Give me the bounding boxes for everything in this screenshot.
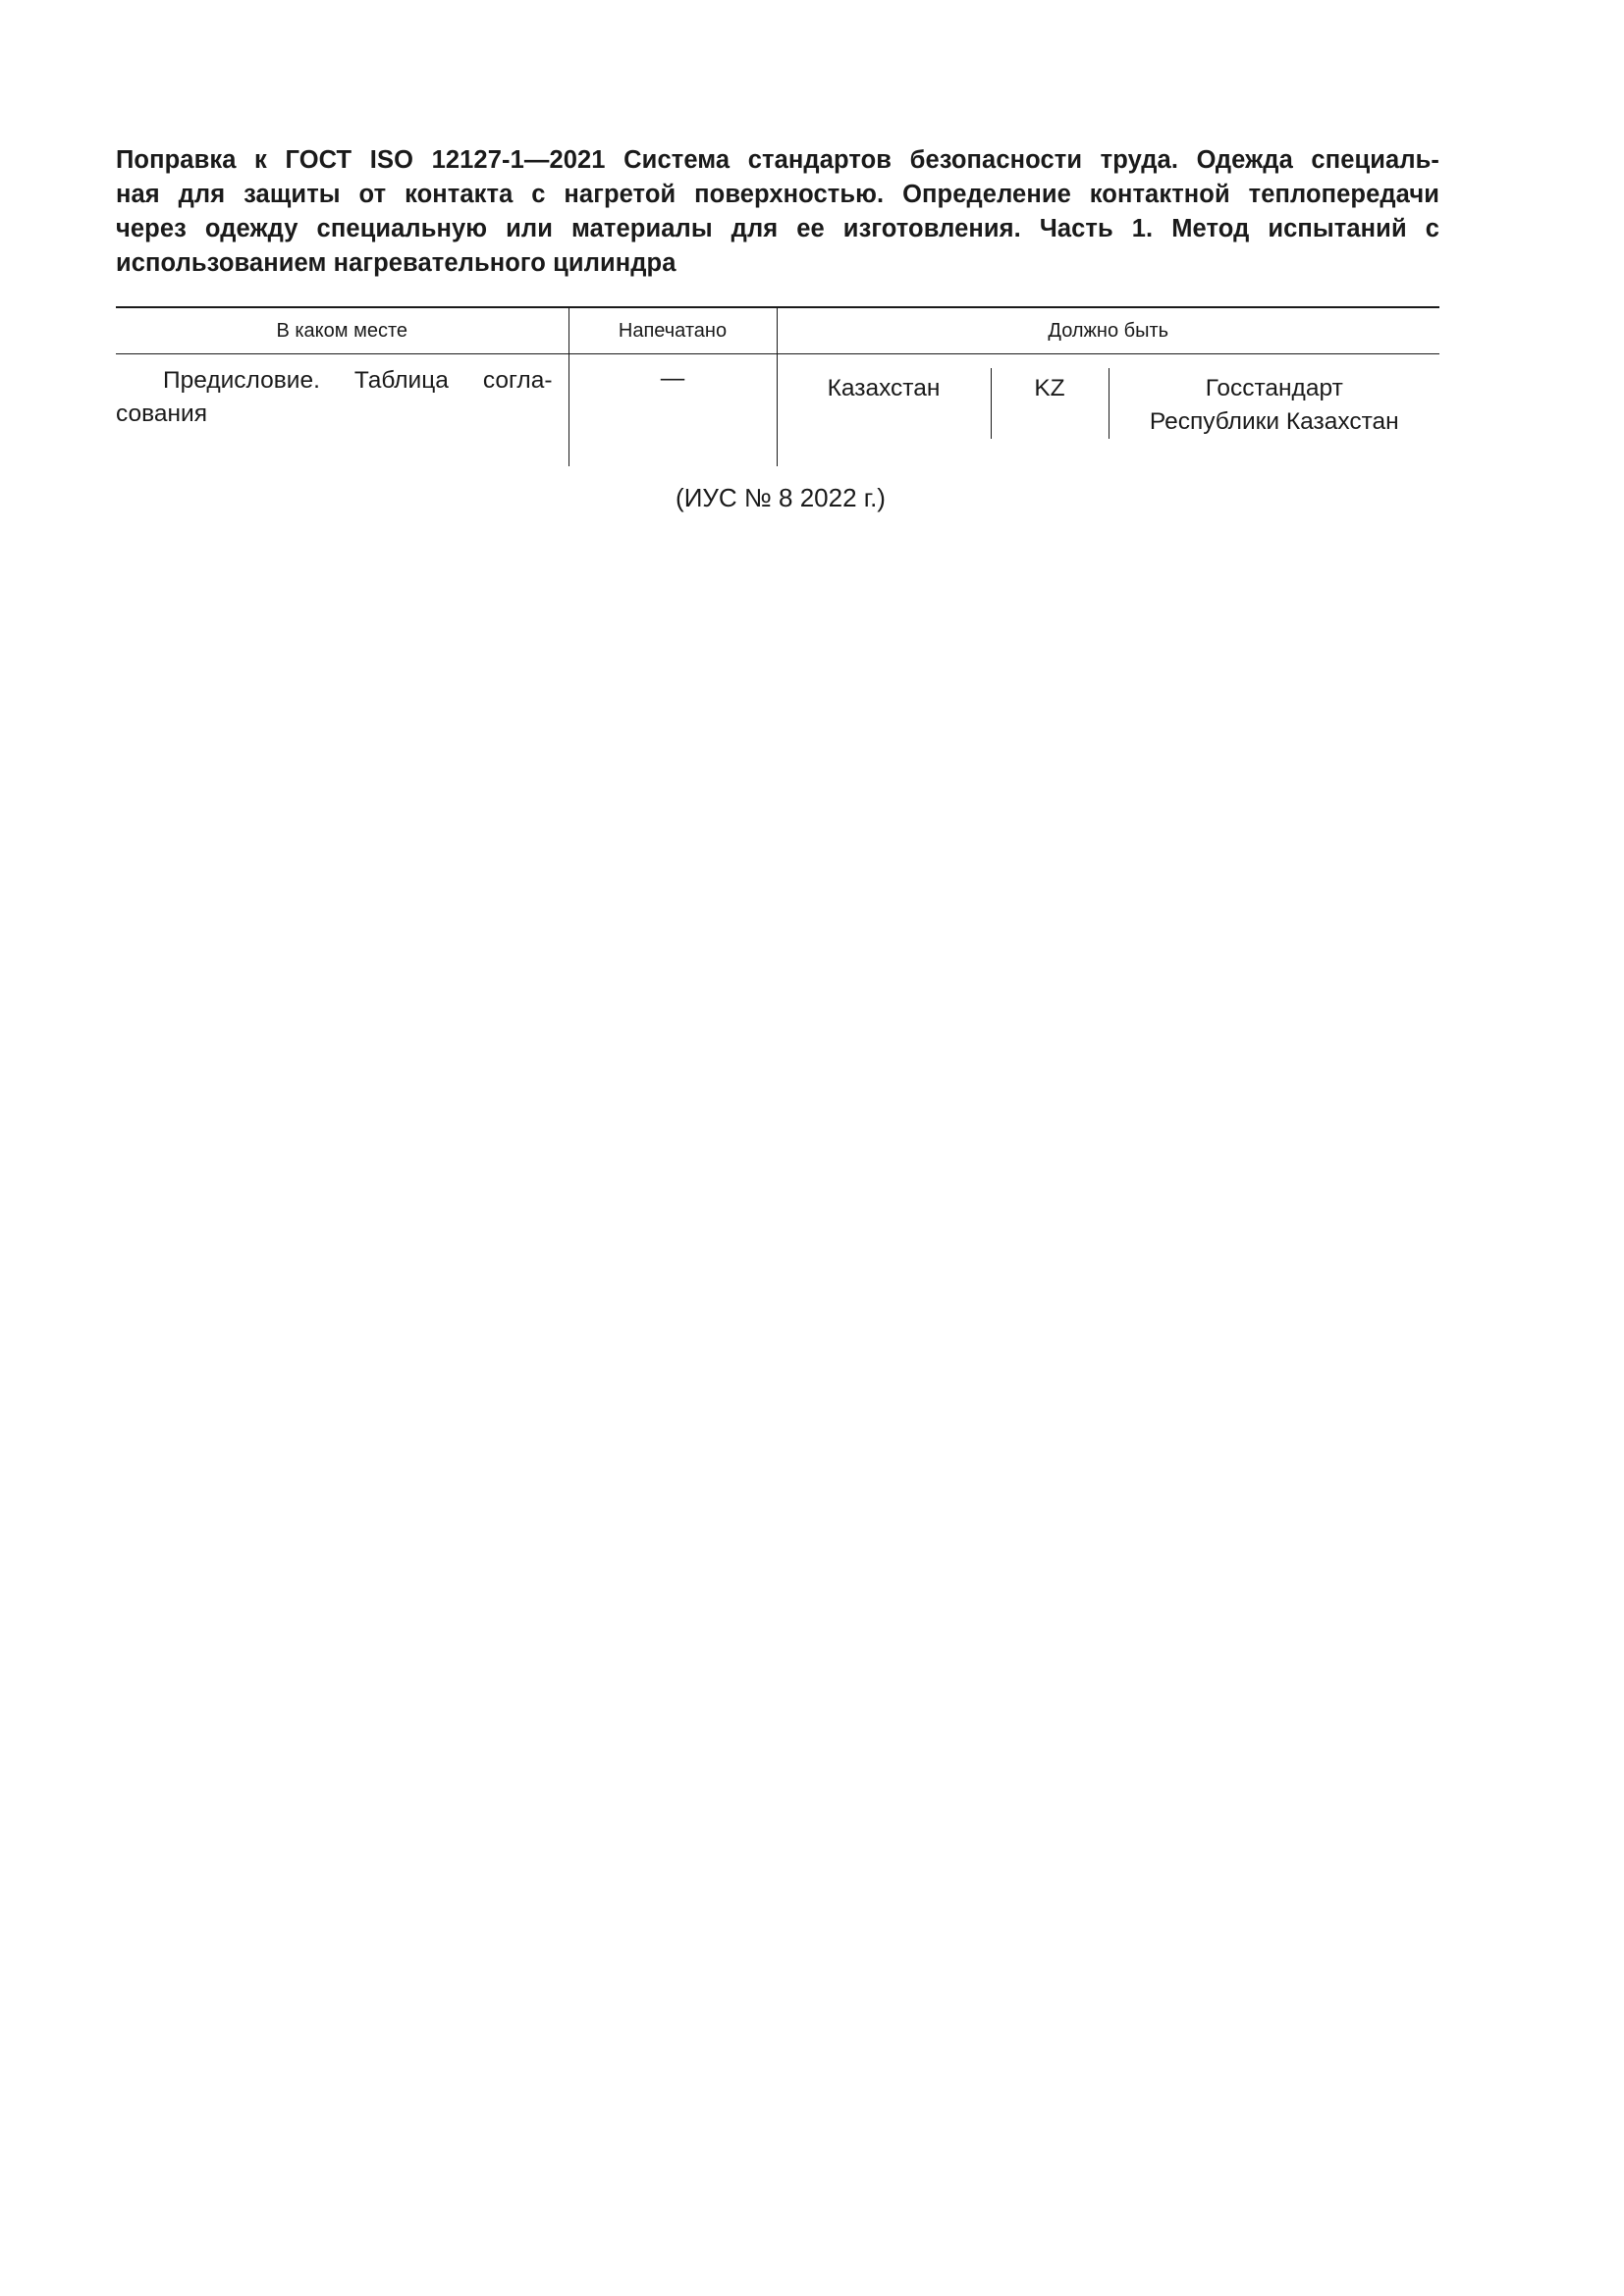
title-line: ная для защиты от контакта с нагретой поверхностью. Определение контактной теплопередачи [116, 181, 1439, 208]
cell-should-be [777, 354, 1439, 467]
header-should-be: Должно быть [777, 307, 1439, 354]
should-be-country: Казахстан [778, 368, 992, 439]
cell-printed: — [568, 354, 777, 467]
should-be-grid [778, 368, 1440, 439]
header-place: В каком месте [116, 307, 568, 354]
title-line: Поправка к ГОСТ ISO 12127-1—2021 Система стандартов безопасности труда. Одежда специаль- [116, 146, 1439, 174]
table-header-row [116, 307, 1439, 354]
title-line: использованием нагревательного цилиндра [116, 249, 677, 277]
place-text: Предисловие. Таблица согла-сования [116, 367, 553, 427]
title-line: через одежду специальную или материалы для ее изготовления. Часть 1. Метод испытаний с [116, 215, 1439, 242]
cell-place [116, 354, 568, 467]
organization-line: Госстандарт [1205, 375, 1343, 401]
should-be-organization [1110, 368, 1440, 439]
organization-line: Республики Казахстан [1149, 408, 1399, 435]
amendment-title [116, 143, 1439, 281]
should-be-code: KZ [992, 368, 1110, 439]
amendment-table [116, 306, 1439, 466]
header-printed: Напечатано [568, 307, 777, 354]
table-row [116, 354, 1439, 467]
source-note: (ИУС № 8 2022 г.) [676, 483, 886, 512]
